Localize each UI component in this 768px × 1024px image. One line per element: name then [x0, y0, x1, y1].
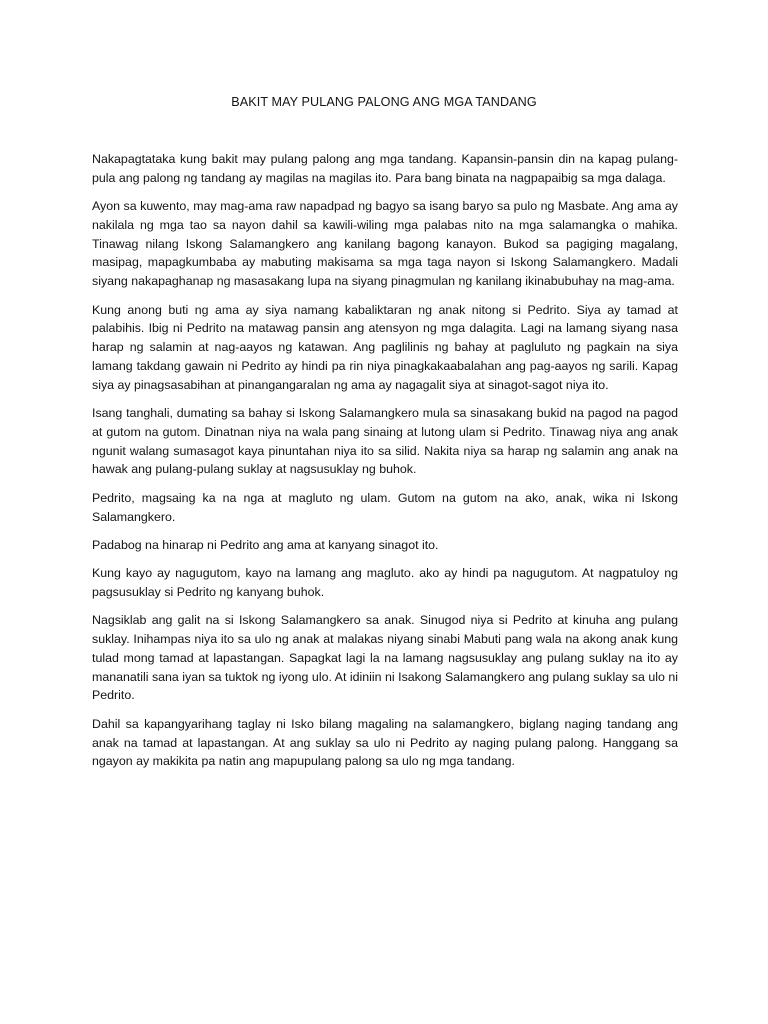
- paragraph-3: Kung anong buti ng ama ay siya namang kabaliktaran ng anak nitong si Pedrito. Siya ay tamad at palabihis. Ibig ni Pedrito na matawag pansin ang atensyon ng mga dalagita. Lagi na lamang siyang nasa harap ng salamin at nag-aayos ng katawan. Ang paglilinis ng bahay at pagluluto ng pagkain na siya lamang takdang gawain ni Pedrito ay hindi pa rin niya pinagkakaabalahan ang pag-aayos ng sarili. Kapag siya ay pinagsasabihan at pinangangaralan ng ama ay nagagalit siya at sinagot-sagot niya ito.: [92, 302, 678, 392]
- paragraph-6: Padabog na hinarap ni Pedrito ang ama at kanyang sinagot ito.: [92, 537, 439, 552]
- paragraph-4: Isang tanghali, dumating sa bahay si Iskong Salamangkero mula sa sinasakang bukid na pagod na pagod at gutom na gutom. Dinatnan niya na wala pang sinaing at lutong ulam si Pedrito. Tinawag niya ang anak ngunit walang sumasagot kaya pinuntahan niya ito sa silid. Nakita niya sa harap ng salamin ang anak na hawak ang pulang-pulang suklay at nagsusuklay ng buhok.: [92, 406, 678, 477]
- paragraph-5: Pedrito, magsaing ka na nga at magluto ng ulam. Gutom na gutom na ako, anak, wika ni Iskong Salamangkero.: [92, 490, 678, 524]
- paragraph-1: Nakapagtataka kung bakit may pulang palong ang mga tandang. Kapansin-pansin din na kapag pulang-pula ang palong ng tandang ay magilas na magilas ito. Para bang binata na nagpapaibig sa mga dalaga.: [92, 152, 678, 185]
- paragraph-7: Kung kayo ay nagugutom, kayo na lamang ang magluto. ako ay hindi pa nagugutom. At nagpatuloy ng pagsusuklay si Pedrito ng kanyang buhok.: [92, 566, 678, 599]
- document-body: [92, 150, 678, 781]
- document-title: BAKIT MAY PULANG PALONG ANG MGA TANDANG: [231, 95, 537, 109]
- paragraph-2: Ayon sa kuwento, may mag-ama raw napadpad ng bagyo sa isang baryo sa pulo ng Masbate. Ang ama ay nakilala ng mga tao sa nayon dahil sa kawili-wiling mga palabas nito na mga salamangka o mahika. Tinawag nilang Iskong Salamangkero ang kanilang bagong kanayon. Bukod sa pagiging magalang, masipag, mapagkumbaba ay mabuting makisama sa mga taga nayon si Iskong Salamangkero. Madali siyang nakapaghanap ng masasakang lupa na siyang pinagmulan ng kanilang ikinabubuhay na mag-ama.: [92, 199, 678, 289]
- paragraph-9: Dahil sa kapangyarihang taglay ni Isko bilang magaling na salamangkero, biglang naging tandang ang anak na tamad at lapastangan. At ang suklay sa ulo ni Pedrito ay naging pulang palong. Hanggang sa ngayon ay makikita pa natin ang mapupulang palong sa ulo ng mga tandang.: [92, 716, 678, 769]
- paragraph-8: Nagsiklab ang galit na si Iskong Salamangkero sa anak. Sinugod niya si Pedrito at kinuha ang pulang suklay. Inihampas niya ito sa ulo ng anak at malakas niyang sinabi Mabuti pang wala na akong anak kung tulad mong tamad at lapastangan. Sapagkat lagi la na lamang nagsusuklay ang pulang suklay na ito ay mananatili sana iyan sa tuktok ng iyong ulo. At idiniin ni Isakong Salamangkero ang pulang suklay sa ulo ni Pedrito.: [92, 613, 678, 703]
